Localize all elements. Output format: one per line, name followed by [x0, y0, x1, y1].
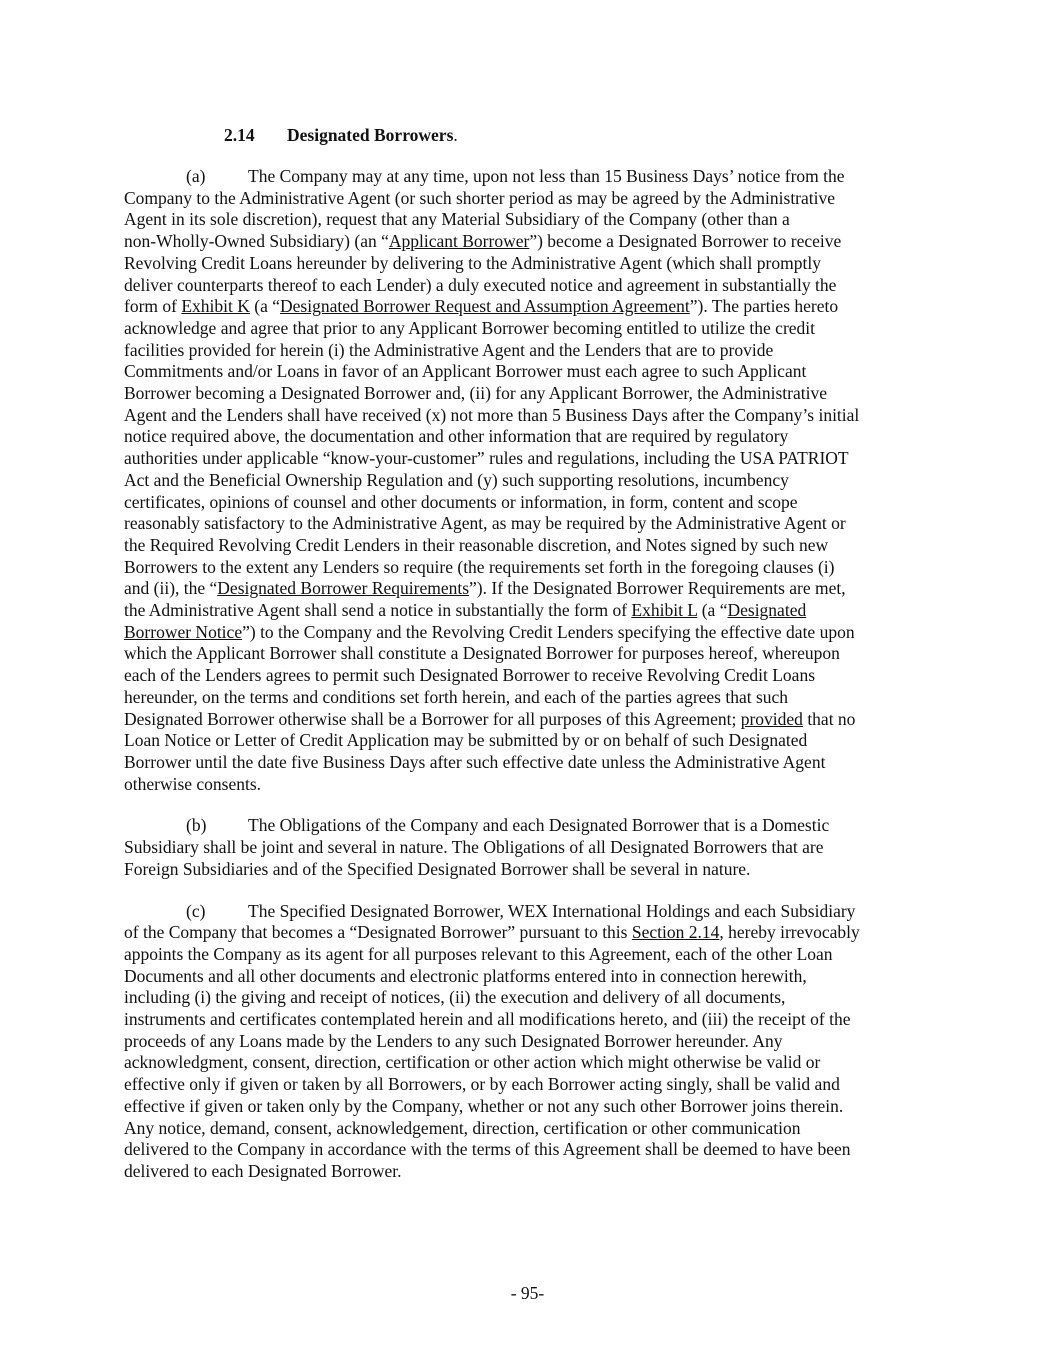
text-line: Borrower until the date five Business Days after such effective date unless the Administrative Agent [124, 751, 826, 772]
provided-term: provided [740, 708, 803, 729]
text-line: Agent in its sole discretion), request that any Material Subsidiary of the Company (other than a [124, 209, 790, 230]
text-line: otherwise consents. [124, 773, 262, 794]
text-line: effective if given or taken only by the Company, whether or not any such other Borrower joins therein. [124, 1095, 844, 1116]
text-line: certificates, opinions of counsel and other documents or information, in form, content and scope [124, 491, 798, 512]
text-line: The Company may at any time, upon not less than 15 Business Days’ notice from the [248, 166, 845, 186]
text-line: Revolving Credit Loans hereunder by delivering to the Administrative Agent (which shall promptly [124, 252, 821, 273]
text-line: effective only if given or taken by all Borrowers, or by each Borrower acting singly, shall be valid and [124, 1074, 840, 1095]
exhibit-k-reference: Exhibit K [181, 296, 250, 317]
text-line: instruments and certificates contemplated herein and all modifications hereto, and (iii) the receipt of the [124, 1009, 851, 1030]
text-line: deliver counterparts thereof to each Lender) a duly executed notice and agreement in substantially the [124, 274, 837, 295]
text-segment: the Administrative Agent shall send a notice in substantially the form of [124, 600, 632, 621]
text-line: appoints the Company as its agent for all purposes relevant to this Agreement, each of the other Loan [124, 943, 833, 964]
text-segment: non-Wholly-Owned Subsidiary) (an “ [124, 231, 389, 252]
text-line: hereunder, on the terms and conditions set forth herein, and each of the parties agrees that such [124, 686, 789, 707]
text-line: Commitments and/or Loans in favor of an Applicant Borrower must each agree to such Applicant [124, 361, 807, 382]
text-segment: Designated Borrower otherwise shall be a Borrower for all purposes of this Agreement; [124, 708, 741, 729]
defined-term-designated-borrower-requirements: Designated Borrower Requirements [217, 578, 470, 599]
text-segment: (a “ [249, 296, 281, 317]
text-segment: ”). The parties hereto [689, 296, 839, 317]
text-line: Act and the Beneficial Ownership Regulation and (y) such supporting resolutions, incumbency [124, 469, 789, 490]
paragraph-b [124, 815, 930, 880]
paragraph-b-label: (b) [186, 815, 207, 836]
text-line: Subsidiary shall be joint and several in nature. The Obligations of all Designated Borrowers that are [124, 837, 824, 858]
text-line: proceeds of any Loans made by the Lenders to any such Designated Borrower hereunder. Any [124, 1030, 783, 1051]
text-segment: of the Company that becomes a “Designated Borrower” pursuant to this [124, 922, 632, 943]
text-line: including (i) the giving and receipt of notices, (ii) the execution and delivery of all documents, [124, 987, 786, 1008]
paragraph-a [124, 166, 930, 795]
defined-term-designated-borrower-notice-part2: Borrower Notice [124, 621, 243, 642]
text-line: Foreign Subsidiaries and of the Specified Designated Borrower shall be several in nature. [124, 858, 751, 879]
paragraph-a-label: (a) [186, 166, 206, 186]
text-line: acknowledge and agree that prior to any Applicant Borrower becoming entitled to utilize the credit [124, 317, 816, 338]
section-number: 2.14 [224, 125, 255, 145]
text-line: which the Applicant Borrower shall constitute a Designated Borrower for purposes hereof, whereupon [124, 643, 840, 664]
text-segment: ”). If the Designated Borrower Requirements are met, [469, 578, 846, 599]
text-line: acknowledgment, consent, direction, certification or other action which might otherwise be valid or [124, 1052, 821, 1073]
section-title: Designated Borrowers [287, 125, 454, 145]
section-heading [124, 124, 930, 146]
text-line: delivered to each Designated Borrower. [124, 1160, 402, 1181]
text-line: delivered to the Company in accordance with the terms of this Agreement shall be deemed to have been [124, 1139, 851, 1160]
text-line: Borrowers to the extent any Lenders so require (the requirements set forth in the foregoing clauses (i) [124, 556, 835, 577]
text-segment: , hereby irrevocably [719, 922, 860, 943]
text-line: Agent and the Lenders shall have received (x) not more than 5 Business Days after the Company’s initial [124, 404, 860, 425]
exhibit-l-reference: Exhibit L [631, 600, 698, 621]
section-2-14-reference: Section 2.14 [631, 922, 720, 943]
text-line: each of the Lenders agrees to permit such Designated Borrower to receive Revolving Credit Loans [124, 665, 816, 686]
text-line: Company to the Administrative Agent (or such shorter period as may be agreed by the Administrative [124, 187, 836, 208]
section-title-period: . [453, 125, 458, 145]
defined-term-applicant-borrower: Applicant Borrower [388, 231, 530, 252]
text-segment: form of [124, 296, 182, 317]
text-line: The Obligations of the Company and each Designated Borrower that is a Domestic [248, 815, 830, 836]
text-line: Documents and all other documents and electronic platforms entered into in connection herewith, [124, 965, 807, 986]
page-number: - 95- [510, 1283, 545, 1303]
text-line: authorities under applicable “know-your-customer” rules and regulations, including the USA PATRIOT [124, 448, 849, 469]
text-line: facilities provided for herein (i) the Administrative Agent and the Lenders that are to provide [124, 339, 774, 360]
text-line: Borrower becoming a Designated Borrower and, (ii) for any Applicant Borrower, the Administrative [124, 383, 827, 404]
text-segment: (a “ [697, 600, 728, 621]
text-line: The Specified Designated Borrower, WEX International Holdings and each Subsidiary [248, 900, 856, 921]
text-segment: and (ii), the “ [124, 578, 218, 599]
text-line: notice required above, the documentation and other information that are required by regulatory [124, 426, 789, 447]
text-line: reasonably satisfactory to the Administrative Agent, as may be required by the Administrative Agent or [124, 513, 846, 534]
text-line: Loan Notice or Letter of Credit Application may be submitted by or on behalf of such Designated [124, 730, 808, 751]
paragraph-c-label: (c) [186, 900, 206, 921]
defined-term-request-assumption-agreement: Designated Borrower Request and Assumption Agreement [280, 296, 690, 317]
paragraph-c [124, 901, 930, 1183]
text-segment: ”) to the Company and the Revolving Credit Lenders specifying the effective date upon [242, 621, 855, 642]
text-line: the Required Revolving Credit Lenders in their reasonable discretion, and Notes signed by such new [124, 534, 829, 555]
text-segment: ”) become a Designated Borrower to receive [529, 231, 842, 252]
defined-term-designated-borrower-notice-part1: Designated [727, 600, 807, 621]
document-page [124, 124, 930, 1203]
text-segment: that no [802, 708, 856, 729]
text-line: Any notice, demand, consent, acknowledgement, direction, certification or other communication [124, 1117, 801, 1138]
